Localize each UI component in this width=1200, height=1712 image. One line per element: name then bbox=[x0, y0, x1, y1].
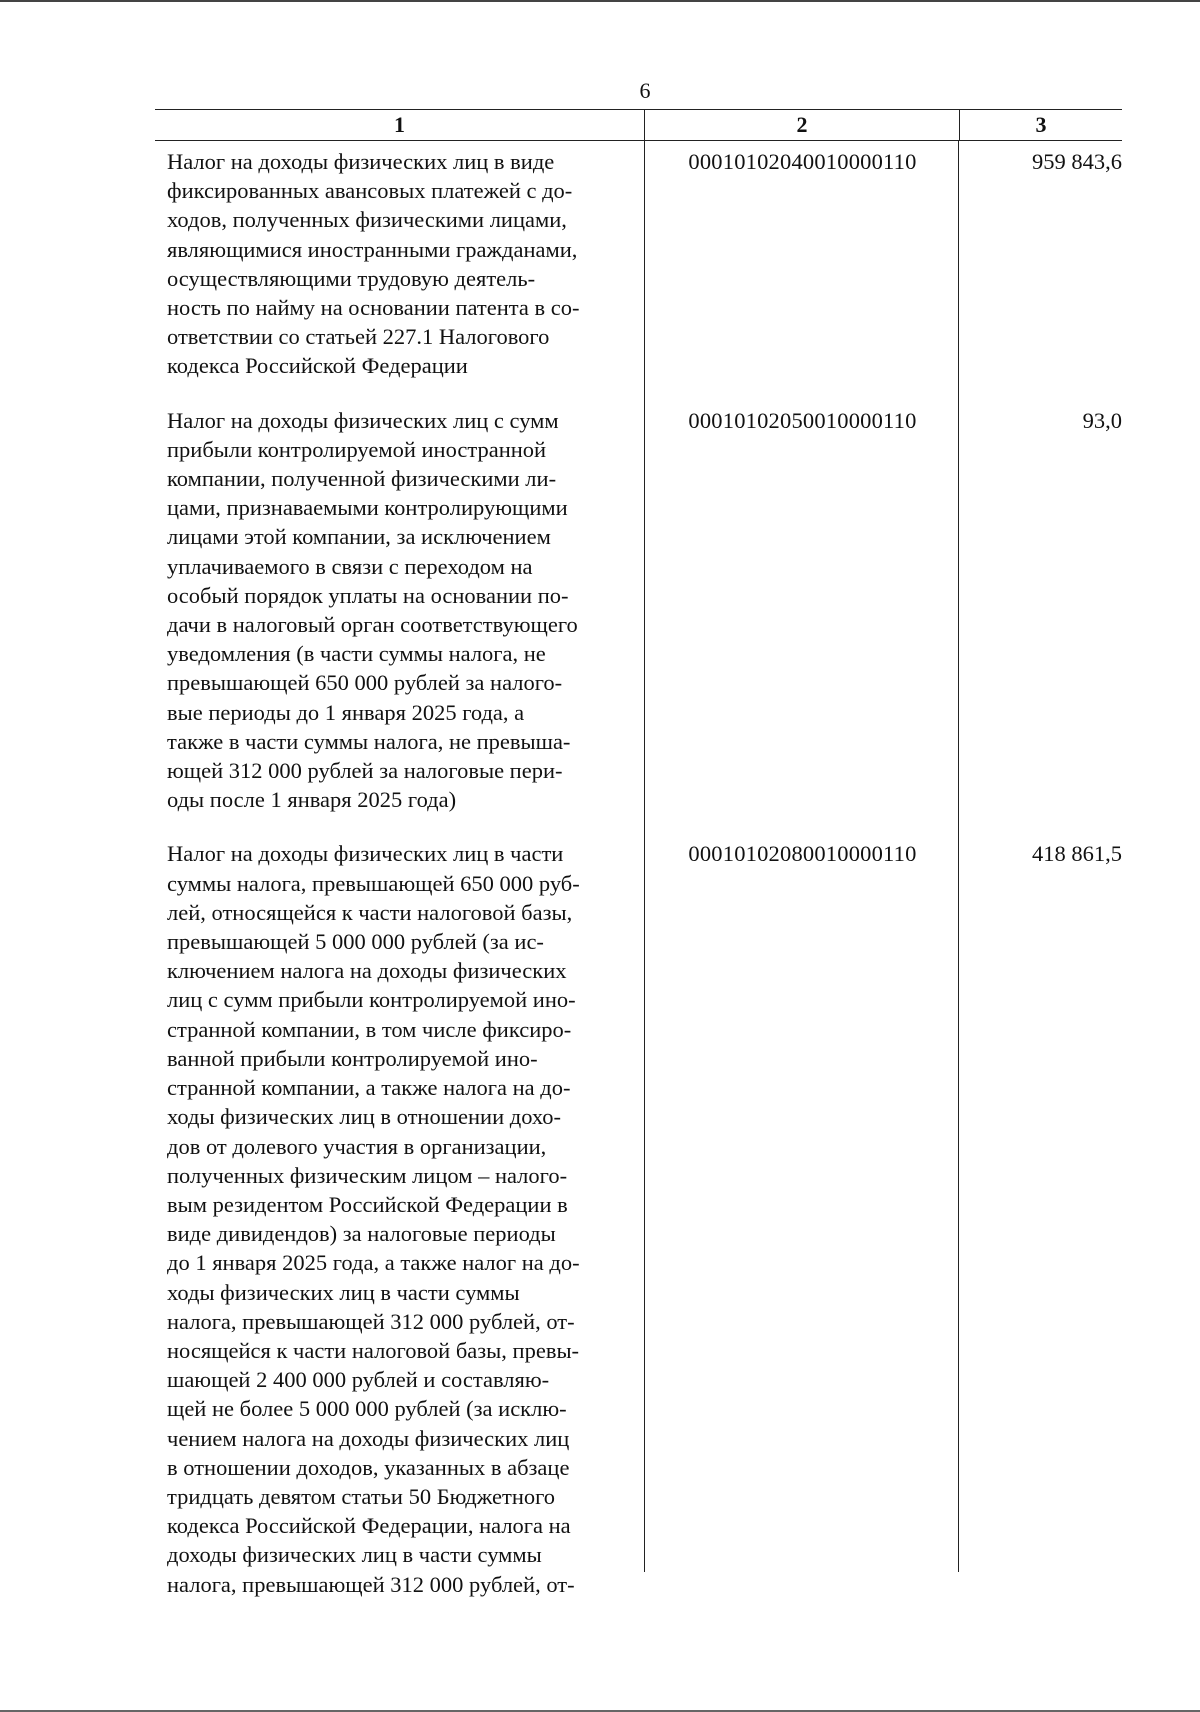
description-line: дачи в налоговый орган соответствующего bbox=[167, 612, 578, 638]
description-line: Налог на доходы физических лиц в виде bbox=[167, 149, 555, 174]
description-line: доходы физических лиц в части суммы bbox=[167, 1542, 542, 1568]
description-line: лиц с сумм прибыли контролируемой ино- bbox=[167, 987, 576, 1013]
description-line: чением налога на доходы физических лиц bbox=[167, 1425, 570, 1451]
description-line: вым резидентом Российской Федерации в bbox=[167, 1191, 568, 1217]
amount-column bbox=[959, 141, 1122, 1572]
description-column bbox=[155, 141, 644, 1597]
description-line: уплачиваемого в связи с переходом на bbox=[167, 553, 533, 579]
description-line: осуществляющими трудовую деятель- bbox=[167, 265, 536, 291]
description-line: ющей 312 000 рублей за налоговые пери- bbox=[167, 758, 563, 784]
description-line: лей, относящейся к части налоговой базы, bbox=[167, 899, 573, 925]
row-amount: 418 861,5 bbox=[1032, 841, 1122, 867]
description-line: лицами этой компании, за исключением bbox=[167, 524, 551, 550]
description-line: также в части суммы налога, не превыша- bbox=[167, 728, 571, 754]
header-col-1: 1 bbox=[394, 112, 405, 137]
description-line: странной компании, а также налога на до- bbox=[167, 1075, 571, 1101]
description-line: Налог на доходы физических лиц с сумм bbox=[167, 407, 559, 433]
description-line: дов от долевого участия в организации, bbox=[167, 1133, 547, 1159]
row-amount: 959 843,6 bbox=[1032, 149, 1122, 174]
description-line: уведомления (в части суммы налога, не bbox=[167, 641, 546, 667]
row-description bbox=[167, 147, 634, 381]
description-line: превышающей 5 000 000 рублей (за ис- bbox=[167, 929, 544, 955]
header-col-2: 2 bbox=[644, 110, 959, 140]
code-column bbox=[644, 141, 959, 1572]
description-line: странной компании, в том числе фиксиро- bbox=[167, 1016, 572, 1042]
description-line: фиксированных авансовых платежей с до- bbox=[167, 178, 573, 204]
description-line: ходов, полученных физическими лицами, bbox=[167, 207, 567, 233]
description-line: прибыли контролируемой иностранной bbox=[167, 436, 547, 462]
description-line: оды после 1 января 2025 года) bbox=[167, 787, 457, 813]
description-line: щей не более 5 000 000 рублей (за исклю- bbox=[167, 1396, 567, 1422]
page-number: 6 bbox=[639, 78, 651, 103]
description-line: ответствии со статьей 227.1 Налогового bbox=[167, 324, 550, 350]
description-line: налога, превышающей 312 000 рублей, от- bbox=[167, 1571, 575, 1597]
description-line: являющимися иностранными гражданами, bbox=[167, 236, 578, 262]
description-line: Налог на доходы физических лиц в части bbox=[167, 841, 564, 867]
description-line: до 1 января 2025 года, а также налог на до- bbox=[167, 1250, 580, 1276]
description-line: в отношении доходов, указанных в абзаце bbox=[167, 1454, 570, 1480]
description-line: особый порядок уплаты на основании по- bbox=[167, 582, 569, 608]
description-line: ходы физических лиц в части суммы bbox=[167, 1279, 520, 1305]
description-line: вые периоды до 1 января 2025 года, а bbox=[167, 699, 525, 725]
description-line: суммы налога, превышающей 650 000 руб- bbox=[167, 870, 580, 896]
description-line: цами, признаваемыми контролирующими bbox=[167, 495, 568, 521]
description-line: налога, превышающей 312 000 рублей, от- bbox=[167, 1308, 575, 1334]
row-description bbox=[167, 839, 634, 1598]
description-line: носящейся к части налоговой базы, превы- bbox=[167, 1337, 580, 1363]
revenue-table bbox=[155, 109, 1122, 1597]
table-header bbox=[155, 109, 1122, 141]
description-line: полученных физическим лицом – налого- bbox=[167, 1162, 568, 1188]
row-code: 00010102040010000110 bbox=[688, 149, 917, 174]
table-body bbox=[155, 141, 1122, 1597]
row-description bbox=[167, 406, 634, 815]
description-line: компании, полученной физическими ли- bbox=[167, 466, 557, 492]
description-line: превышающей 650 000 рублей за налого- bbox=[167, 670, 563, 696]
description-line: ность по найму на основании патента в со- bbox=[167, 295, 580, 321]
description-line: кодекса Российской Федерации, налога на bbox=[167, 1513, 571, 1539]
description-line: тридцать девятом статьи 50 Бюджетного bbox=[167, 1483, 556, 1509]
header-col-3: 3 bbox=[959, 110, 1122, 140]
description-line: виде дивидендов) за налоговые периоды bbox=[167, 1221, 556, 1247]
row-amount: 93,0 bbox=[1082, 407, 1122, 433]
description-line: кодекса Российской Федерации bbox=[167, 353, 468, 379]
row-code: 00010102080010000110 bbox=[688, 841, 917, 867]
description-line: ванной прибыли контролируемой ино- bbox=[167, 1045, 538, 1071]
scan-top-edge bbox=[0, 0, 1200, 2]
row-code: 00010102050010000110 bbox=[688, 407, 917, 433]
description-line: ключением налога на доходы физических bbox=[167, 958, 567, 984]
description-line: шающей 2 400 000 рублей и составляю- bbox=[167, 1367, 550, 1393]
description-line: ходы физических лиц в отношении дохо- bbox=[167, 1104, 562, 1130]
